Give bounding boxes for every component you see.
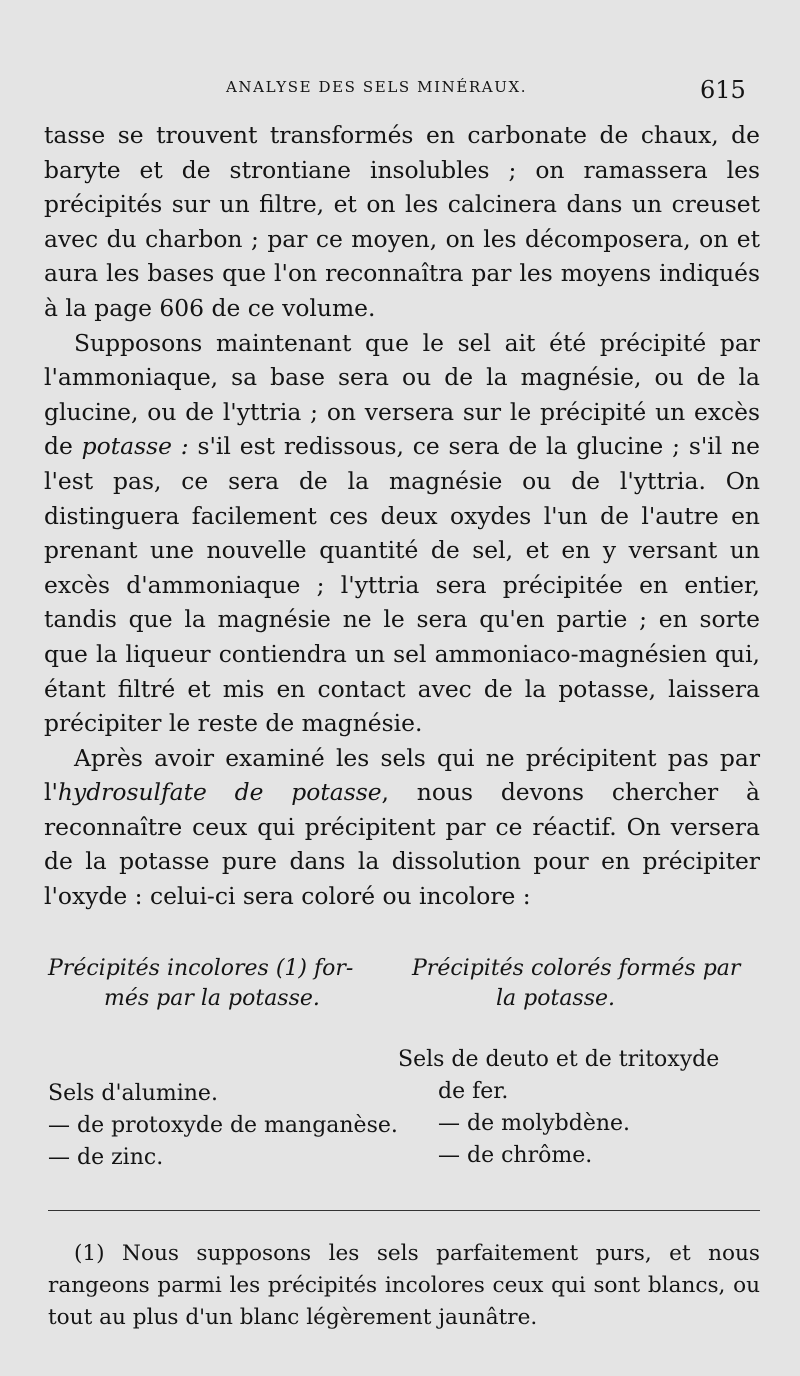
right-heading-line-1: Précipités colorés formés par <box>412 956 741 981</box>
paragraph-3 <box>44 741 760 914</box>
list-item: — de chrôme. <box>438 1143 593 1168</box>
right-column-list <box>398 1044 719 1172</box>
left-column-heading <box>48 954 378 1014</box>
left-heading-line-2: més par la potasse. <box>104 986 320 1011</box>
list-item: Sels de deuto et de tritoxyde <box>398 1047 720 1072</box>
list-item: de fer. <box>438 1079 509 1104</box>
paragraph-3-text-b: , nous devons chercher à reconnaître ceux qui précipitent par ce réactif. On versera de la potasse pure dans la dissolution pour en précipiter l'oxyde : celui-ci sera coloré ou incolore : <box>44 778 760 911</box>
paragraph-2-text-b: s'il est redissous, ce sera de la glucine ; s'il ne l'est pas, ce sera de la magnésie ou de l'yttria. On distinguera facilement ces deux oxydes l'un de l'autre en prenant une nouvelle quantité de sel, et en y versant un excès d'ammoniaque ; l'yttria sera précipitée en entier, tandis que la magnésie ne le sera qu'en partie ; en sorte que la liqueur contiendra un sel ammoniaco-magnésien qui, étant filtré et mis en contact avec de la potasse, laissera précipiter le reste de magnésie. <box>44 432 760 738</box>
running-title: ANALYSE DES SELS MINÉRAUX. <box>226 78 528 96</box>
paragraph-2-text-a: Supposons maintenant que le sel ait été précipité par l'ammoniaque, sa base sera ou de la magnésie, ou de la glucine, ou de l'yttria ; on versera sur le précipité un excès de <box>44 328 760 461</box>
paragraph-2-italic: potasse : <box>81 432 189 461</box>
paragraph-1: tasse se trouvent transformés en carbonate de chaux, de baryte et de strontiane insolubles ; on ramassera les précipités sur un filtre, et on les calcinera dans un creuset avec du charbon ; par ce moyen, on les décomposera, on et aura les bases que l'on reconnaîtra par les moyens indiqués à la page 606 de ce volume. <box>44 121 760 322</box>
footnote-divider <box>48 1210 760 1211</box>
list-item: — de protoxyde de manganèse. <box>48 1113 398 1138</box>
list-item: Sels d'alumine. <box>48 1081 218 1106</box>
left-heading-line-1: Précipités incolores (1) for- <box>48 956 354 981</box>
right-heading-line-2: la potasse. <box>496 986 616 1011</box>
list-item: — de zinc. <box>48 1145 164 1170</box>
right-column-heading <box>412 954 762 1014</box>
footnote <box>48 1238 760 1334</box>
paragraph-2 <box>44 326 760 741</box>
page-number: 615 <box>700 76 746 104</box>
footnote-text: (1) Nous supposons les sels parfaitement purs, et nous rangeons parmi les précipités incolores ceux qui sont blancs, ou tout au plus d'un blanc légèrement jaunâtre. <box>48 1241 760 1330</box>
paragraph-3-italic: hydrosulfate de potasse <box>57 778 382 807</box>
list-item: — de molybdène. <box>438 1111 631 1136</box>
left-column-list <box>48 1078 398 1174</box>
main-text <box>44 118 760 914</box>
paragraph-3-text-a: Après avoir examiné les sels qui ne précipitent pas par l' <box>44 743 760 807</box>
